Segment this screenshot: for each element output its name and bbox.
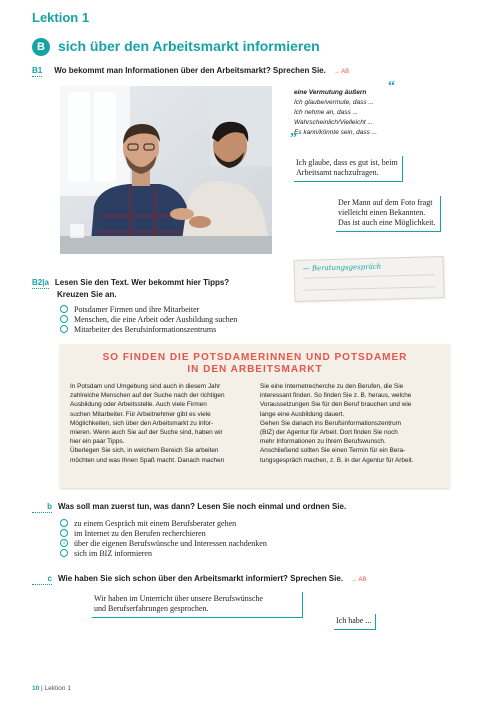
bubble-line: Der Mann auf dem Foto fragt [338, 198, 433, 207]
article-line: Voraussetzungen Sie für den Beruf brauchen und wie [260, 401, 412, 409]
article-line: mieren. Wenn auch Sie auf der Suche sind, haben wir [70, 429, 223, 437]
option-item[interactable] [60, 538, 267, 548]
close-quote-icon: ” [290, 131, 297, 146]
bubble-line: Wir haben im Unterricht über unsere Berufswünsche [94, 594, 263, 603]
bubble-line: Arbeitsamt nachzufragen. [296, 168, 379, 177]
task-instruction: Wo bekommt man Informationen über den Arbeitsmarkt? Sprechen Sie. [54, 66, 326, 75]
section-title: sich über den Arbeitsmarkt informieren [58, 38, 320, 54]
option-item[interactable] [60, 518, 267, 528]
workbook-reference: → AB [351, 577, 367, 583]
option-label: Menschen, die eine Arbeit oder Ausbildung suchen [74, 314, 238, 324]
option-label: über die eigenen Berufswünsche und Interessen nachdenken [74, 538, 267, 548]
note-text: — Beratungsgespräch [302, 262, 382, 273]
task-number: c [32, 574, 52, 585]
open-quote-icon: “ [388, 79, 395, 94]
phrase-box-vermutung [294, 88, 406, 138]
task-b2a [32, 278, 229, 299]
article-line: lange eine Ausbildung dauert. [260, 410, 345, 418]
article-title-line-2: IN DEN ARBEITSMARKT [187, 364, 323, 375]
task-instruction: Was soll man zuerst tun, was dann? Lesen Sie noch einmal und ordnen Sie. [58, 502, 347, 511]
note-rule [303, 274, 435, 278]
footer-lesson: Lektion 1 [44, 685, 71, 692]
speech-bubble [92, 592, 303, 618]
article-line: Anschließend sollten Sie einen Termin für ein Bera- [260, 447, 406, 455]
option-item[interactable] [60, 304, 237, 314]
phrase-line: Es kann/könnte sein, dass ... [294, 129, 378, 136]
article-line: Sie eine Internetrecherche zu den Berufen, die Sie [260, 383, 404, 390]
speech-bubble [334, 614, 376, 630]
article-line: hier ein paar Tipps. [70, 438, 125, 446]
task-b1 [32, 66, 349, 77]
radio-circle-icon[interactable] [60, 315, 68, 323]
article-title-line-1: SO FINDEN DIE POTSDAMERINNEN UND POTSDAMER [102, 352, 408, 363]
task-number: b [32, 502, 52, 513]
order-circle-icon[interactable] [60, 549, 68, 557]
article-line: zahlreiche Menschen auf der Suche nach der richtigen [70, 392, 225, 400]
speech-bubble [294, 156, 403, 182]
option-label: Mitarbeiter des Berufsinformationszentrums [74, 324, 217, 334]
page-footer [32, 685, 71, 692]
phrase-line: Ich glaube/vermute, dass ... [294, 99, 374, 106]
option-label: Potsdamer Firmen und ihre Mitarbeiter [74, 304, 200, 314]
option-label: zu einem Gespräch mit einem Berufsberater gehen [74, 518, 237, 528]
radio-circle-icon[interactable] [60, 305, 68, 313]
section-badge: B [32, 38, 50, 56]
page-number: 10 [32, 685, 40, 692]
task-number: B1 [32, 66, 43, 75]
article-line: Überlegen Sie sich, in welchem Bereich Sie arbeiten [70, 447, 219, 455]
footer-separator: | [41, 685, 43, 692]
article-line: möchten und was Ihnen Spaß macht. Danach machen [70, 456, 225, 464]
workbook-reference: → AB [333, 69, 350, 75]
article-line: interessant finden. So finden Sie z. B. heraus, welche [260, 392, 412, 400]
article-line: In Potsdam und Umgebung sind auch in diesem Jahr [70, 383, 221, 390]
task-instruction: Lesen Sie den Text. Wer bekommt hier Tipps? [54, 278, 230, 287]
option-label: im Internet zu den Berufen recherchieren [74, 528, 206, 538]
article-box [60, 344, 450, 488]
order-circle-icon[interactable]: 1 [60, 539, 68, 547]
option-item[interactable] [60, 548, 267, 558]
task-instruction: Wie haben Sie sich schon über den Arbeitsmarkt informiert? Sprechen Sie. [58, 574, 344, 583]
option-list-b2b [60, 518, 267, 558]
note-card [293, 256, 444, 302]
lesson-label: Lektion 1 [32, 10, 90, 25]
bubble-line: Ich glaube, dass es gut ist, beim [296, 158, 398, 167]
article-line: (BIZ) der Agentur für Arbeit. Dort finden Sie noch [260, 429, 398, 437]
photo-two-men-talking [60, 86, 272, 254]
option-label: sich im BIZ informieren [74, 548, 152, 558]
phrase-line: Wahrscheinlich/Vielleicht ... [294, 119, 373, 126]
photo-illustration [60, 86, 272, 254]
task-number: B2|a [32, 278, 49, 287]
task-instruction-2: Kreuzen Sie an. [57, 290, 117, 299]
speech-bubble [336, 196, 441, 232]
article-column-left [70, 382, 250, 465]
option-list-b2a [60, 304, 237, 334]
note-rule [303, 286, 435, 290]
article-line: Möglichkeiten, sich über den Arbeitsmarkt zu infor- [70, 419, 214, 427]
order-circle-icon[interactable] [60, 519, 68, 527]
article-column-right [260, 382, 440, 465]
order-circle-icon[interactable] [60, 529, 68, 537]
option-item[interactable] [60, 314, 237, 324]
bubble-line: vielleicht einen Bekannten. [338, 208, 426, 217]
phrase-box-title: eine Vermutung äußern [294, 89, 367, 96]
option-item[interactable] [60, 324, 237, 334]
radio-circle-icon[interactable] [60, 325, 68, 333]
article-line: Gehen Sie danach ins Berufsinformationszentrum [260, 419, 402, 427]
bubble-line: Das ist auch eine Möglichkeit. [338, 218, 436, 227]
bubble-line: und Berufserfahrungen gesprochen. [94, 604, 209, 613]
phrase-line: Ich nehme an, dass ... [294, 109, 358, 116]
article-line: Ausbildung oder Arbeitsstelle. Auch viele Firmen [70, 401, 207, 409]
article-line: tungsgespräch machen, z. B. in der Agentur für Arbeit. [260, 456, 414, 464]
task-b2b [32, 502, 346, 513]
bubble-line: Ich habe ... [336, 616, 372, 625]
option-item[interactable] [60, 528, 267, 538]
article-line: mehr Informationen zu Ihrem Berufswunsch. [260, 438, 386, 446]
article-line: suchen Mitarbeiter. Für Arbeitnehmer gibt es viele [70, 410, 211, 418]
task-b2c [32, 574, 366, 585]
